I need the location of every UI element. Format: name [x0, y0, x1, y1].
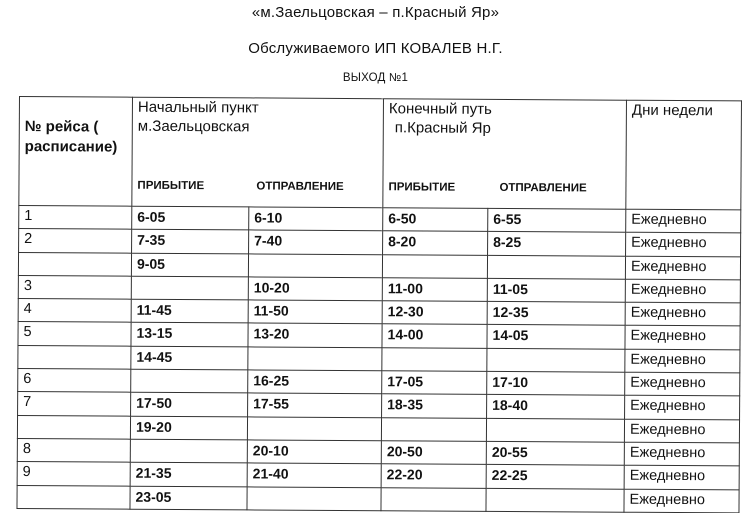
end-arrival: 6-50: [383, 208, 488, 232]
header-start-arrival: ПРИБЫТИЕ: [137, 179, 205, 193]
header-start-point-title: Начальный пункт: [137, 98, 259, 117]
start-arrival: 11-45: [131, 299, 248, 323]
end-departure: [486, 418, 624, 442]
start-departure: 7-40: [249, 230, 383, 254]
exit-number: ВЫХОД №1: [342, 72, 409, 84]
schedule-table: [16, 96, 742, 513]
days: Ежедневно: [625, 279, 740, 303]
header-start-point: [132, 97, 384, 208]
end-arrival: [382, 254, 487, 278]
days: Ежедневно: [625, 372, 740, 396]
start-arrival: 13-15: [131, 323, 248, 347]
trip-number: 4: [18, 299, 131, 323]
start-arrival: 14-45: [131, 346, 248, 370]
start-arrival: 6-05: [132, 206, 249, 230]
table-header-row: [19, 97, 742, 210]
start-arrival: 23-05: [130, 486, 247, 510]
trip-number: 2: [19, 229, 132, 253]
end-arrival: 22-20: [381, 464, 486, 488]
start-arrival: 19-20: [130, 416, 247, 440]
start-arrival: 21-35: [130, 462, 247, 486]
start-departure: 21-40: [247, 463, 381, 487]
start-departure: 6-10: [249, 207, 383, 231]
start-departure: 20-10: [247, 440, 381, 464]
trip-number: 5: [18, 322, 131, 346]
start-departure: [247, 417, 381, 441]
header-trip-number: № рейса ( расписание): [19, 97, 133, 207]
start-departure: 11-50: [248, 300, 382, 324]
end-departure: 17-10: [487, 371, 625, 395]
start-departure: [247, 486, 381, 510]
header-end-arrival: ПРИБЫТИЕ: [388, 181, 456, 194]
days: Ежедневно: [625, 349, 740, 373]
end-departure: [486, 488, 624, 512]
days: Ежедневно: [626, 209, 741, 233]
days: Ежедневно: [624, 489, 739, 513]
end-arrival: 11-00: [382, 278, 487, 302]
header-days: Дни недели: [626, 100, 742, 210]
trip-number: 3: [18, 275, 131, 299]
end-arrival: 12-30: [382, 301, 487, 325]
start-arrival: 9-05: [131, 253, 248, 277]
header-end-point: [383, 99, 627, 209]
end-departure: 8-25: [488, 232, 626, 256]
end-arrival: [382, 348, 487, 372]
start-departure: 13-20: [248, 323, 382, 347]
end-arrival: 17-05: [382, 371, 487, 395]
end-arrival: 14-00: [382, 324, 487, 348]
route-title: «м.Заельцовская – п.Красный Яр»: [251, 4, 500, 21]
end-departure: [487, 348, 625, 372]
trip-number: 8: [17, 438, 130, 462]
days: Ежедневно: [625, 326, 740, 350]
start-departure: 16-25: [248, 370, 382, 394]
days: Ежедневно: [625, 396, 740, 420]
start-arrival: [131, 369, 248, 393]
header-end-point-name: п.Красный Яр: [394, 119, 491, 137]
end-arrival: 8-20: [383, 231, 488, 255]
header-end-point-title: Конечный путь: [388, 100, 492, 118]
start-departure: [248, 253, 382, 277]
days: Ежедневно: [625, 302, 740, 326]
days: Ежедневно: [625, 256, 740, 280]
end-arrival: 20-50: [381, 441, 486, 465]
table-row: [17, 485, 739, 513]
header-start-point-name: м.Заельцовская: [137, 117, 250, 136]
trip-number: [18, 345, 131, 369]
end-arrival: 18-35: [382, 394, 487, 418]
trip-number: 7: [18, 392, 131, 416]
operator-line: Обслуживаемого ИП КОВАЛЕВ Н.Г.: [248, 40, 503, 57]
end-departure: [487, 255, 625, 279]
start-arrival: [131, 276, 248, 300]
start-arrival: 7-35: [132, 229, 249, 253]
header-start-departure: ОТПРАВЛЕНИЕ: [256, 180, 344, 193]
trip-number: [17, 415, 130, 439]
days: Ежедневно: [626, 233, 741, 257]
trip-number: [18, 252, 131, 276]
trip-number: 1: [19, 206, 132, 230]
end-arrival: [381, 417, 486, 441]
header-end-departure: ОТПРАВЛЕНИЕ: [499, 181, 587, 195]
end-departure: 12-35: [487, 302, 625, 326]
days: Ежедневно: [624, 442, 739, 466]
end-departure: 11-05: [487, 278, 625, 302]
end-departure: 14-05: [487, 325, 625, 349]
start-arrival: [130, 439, 247, 463]
start-arrival: 17-50: [131, 393, 248, 417]
end-departure: 18-40: [487, 395, 625, 419]
start-departure: 10-20: [248, 277, 382, 301]
trip-number: 9: [17, 462, 130, 486]
days: Ежедневно: [624, 419, 739, 443]
end-departure: 6-55: [488, 208, 626, 232]
start-departure: 17-55: [248, 393, 382, 417]
trip-number: [17, 485, 130, 509]
end-departure: 22-25: [486, 465, 624, 489]
days: Ежедневно: [624, 465, 739, 489]
trip-number: 6: [18, 369, 131, 393]
end-departure: 20-55: [486, 441, 624, 465]
start-departure: [248, 347, 382, 371]
